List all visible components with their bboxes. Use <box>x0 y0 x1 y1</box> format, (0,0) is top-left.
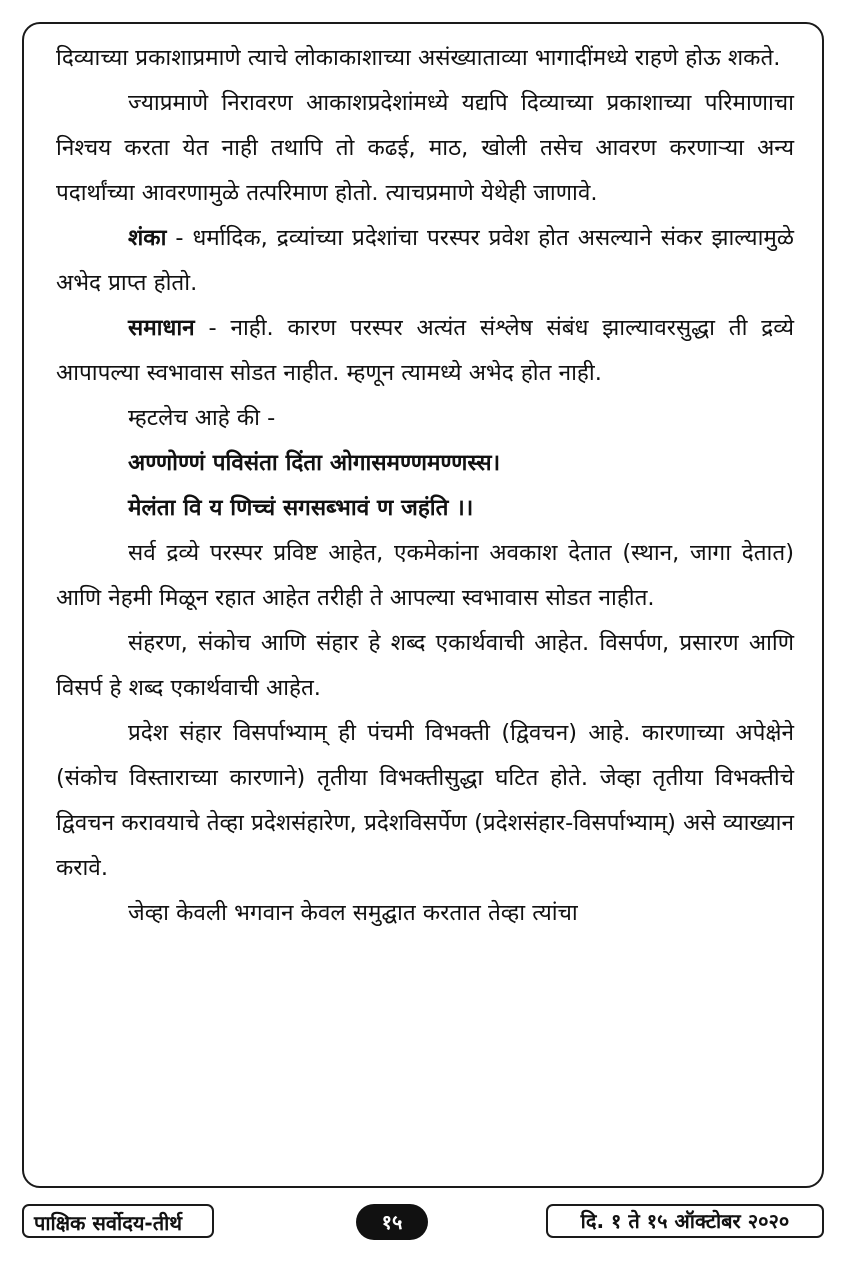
publication-title: पाक्षिक सर्वोदय-तीर्थ <box>22 1204 214 1238</box>
verse-line-1: अण्णोण्णं पविसंता दिंता ओगासमण्णमण्णस्स। <box>128 450 501 476</box>
doubt-label: शंका <box>128 225 167 251</box>
resolution-label: समाधान <box>128 315 195 341</box>
doubt-text: - धर्मादिक, द्रव्यांच्या प्रदेशांचा परस्पर प्रवेश होत असल्याने संकर झाल्यामुळे अभेद प्राप्त होतो. <box>56 225 794 296</box>
paragraph-1: दिव्याच्या प्रकाशाप्रमाणे त्याचे लोकाकाशाच्या असंख्याताव्या भागादींमध्ये राहणे होऊ शकते. <box>56 45 781 71</box>
paragraph-10: जेव्हा केवली भगवान केवल समुद्घात करतात तेव्हा त्यांचा <box>128 900 578 926</box>
paragraph-resolution <box>56 306 794 396</box>
paragraph-2: ज्याप्रमाणे निरावरण आकाशप्रदेशांमध्ये यद्यपि दिव्याच्या प्रकाशाच्या परिमाणाचा निश्चय करता येत नाही तथापि तो कढई, माठ, खोली तसेच आवरण करणाऱ्या अन्य पदार्थांच्या आवरणामुळे तत्परिमाण होतो. त्याचप्रमाणे येथेही जाणावे. <box>56 90 794 206</box>
verse-line-2: मेलंता वि य णिच्चं सगसब्भावं ण जहंति ।। <box>128 495 474 521</box>
paragraph-doubt <box>56 216 794 306</box>
paragraph-7: सर्व द्रव्ये परस्पर प्रविष्ट आहेत, एकमेकांना अवकाश देतात (स्थान, जागा देतात) आणि नेहमी मिळून रहात आहेत तरीही ते आपल्या स्वभावास सोडत नाहीत. <box>56 540 794 611</box>
page-number: १५ <box>356 1204 428 1240</box>
paragraph-8: संहरण, संकोच आणि संहार हे शब्द एकार्थवाची आहेत. विसर्पण, प्रसारण आणि विसर्प हे शब्द एकार्थवाची आहेत. <box>56 630 794 701</box>
issue-date: दि. १ ते १५ ऑक्टोबर २०२० <box>546 1204 824 1238</box>
paragraph-9: प्रदेश संहार विसर्पाभ्याम् ही पंचमी विभक्ती (द्विवचन) आहे. कारणाच्या अपेक्षेने (संकोच विस्ताराच्या कारणाने) तृतीया विभक्तीसुद्धा घटित होते. जेव्हा तृतीया विभक्तीचे द्विवचन करावयाचे तेव्हा प्रदेशसंहारेण, प्रदेशविसर्पेण (प्रदेशसंहार-विसर्पाभ्याम्) असे व्याख्यान करावे. <box>56 720 794 881</box>
resolution-text: - नाही. कारण परस्पर अत्यंत संश्लेष संबंध झाल्यावरसुद्धा ती द्रव्ये आपापल्या स्वभावास सोडत नाहीत. म्हणून त्यामध्ये अभेद होत नाही. <box>56 315 794 386</box>
page-body <box>56 36 794 936</box>
quote-intro: म्हटलेच आहे की - <box>128 405 276 431</box>
